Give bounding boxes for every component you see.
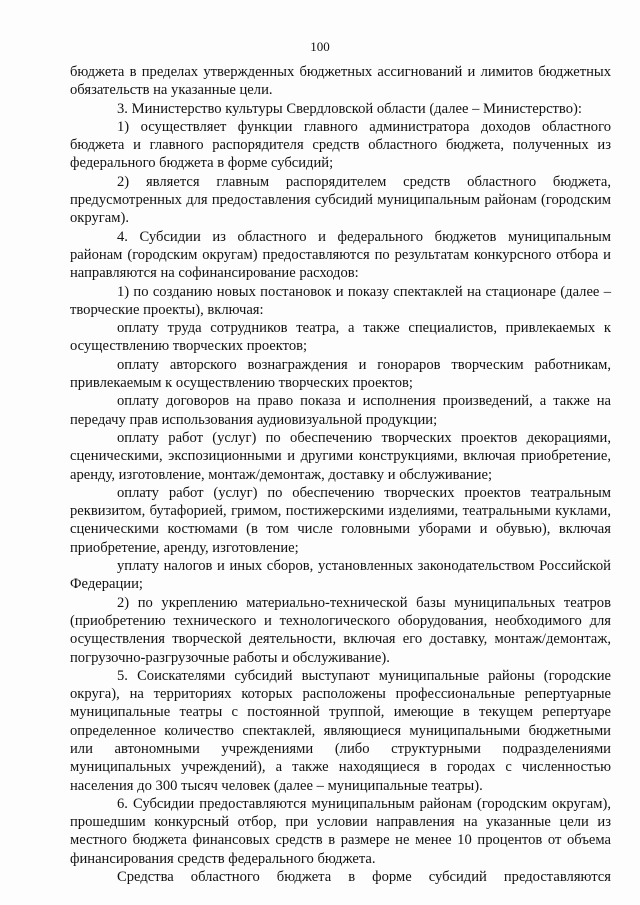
page-number: 100 bbox=[310, 39, 330, 54]
document-body bbox=[70, 63, 611, 886]
paragraph: 5. Соискателями субсидий выступают муниципальные районы (городские округа), на территориях которых расположены профессиональные репертуарные муниципальные театры с постоянной труппой, имеющие в текущем репертуаре определенное количество спектаклей, являющиеся муниципальными бюджетными или автономными учреждениями (либо структурными подразделениями муниципальных учреждений), а также находящиеся в городах с численностью населения до 300 тысяч человек (далее – муниципальные театры). bbox=[70, 667, 611, 794]
paragraph: Средства областного бюджета в форме субсидий предоставляются bbox=[117, 869, 611, 886]
paragraph: 1) осуществляет функции главного администратора доходов областного бюджета и главного распорядителя средств областного бюджета, полученных из федерального бюджета в форме субсидий; bbox=[70, 118, 611, 172]
paragraph: 2) по укреплению материально-технической базы муниципальных театров (приобретению технического и технологического оборудования, необходимого для осуществления творческой деятельности, включая его доставку, монтаж/демонтаж, погрузочно-разгрузочные работы и обслуживание). bbox=[70, 594, 611, 666]
paragraph: оплату работ (услуг) по обеспечению творческих проектов декорациями, сценическими, экспозиционными и другими конструкциями, включая приобретение, аренду, изготовление, монтаж/демонтаж, доставку и обслуживание; bbox=[70, 429, 611, 483]
paragraph: оплату договоров на право показа и исполнения произведений, а также на передачу прав использования аудиовизуальной продукции; bbox=[70, 393, 611, 428]
paragraph: бюджета в пределах утвержденных бюджетных ассигнований и лимитов бюджетных обязательств на указанные цели. bbox=[70, 64, 611, 99]
paragraph: 4. Субсидии из областного и федерального бюджетов муниципальным районам (городским округам) предоставляются по результатам конкурсного отбора и направляются на софинансирование расходов: bbox=[70, 228, 611, 282]
paragraph: 3. Министерство культуры Свердловской области (далее – Министерство): bbox=[117, 100, 582, 117]
paragraph: 6. Субсидии предоставляются муниципальным районам (городским округам), прошедшим конкурсный отбор, при условии направления на указанные цели из местного бюджета финансовых средств в размере не менее 10 процентов от объема финансирования средств федерального бюджета. bbox=[70, 795, 611, 867]
paragraph: оплату работ (услуг) по обеспечению творческих проектов театральным реквизитом, бутафорией, гримом, постижерскими изделиями, театральными куклами, сценическими костюмами (в том числе головными уборами и обувью), включая приобретение, аренду, изготовление; bbox=[70, 484, 611, 556]
paragraph: оплату труда сотрудников театра, а также специалистов, привлекаемых к осуществлению творческих проектов; bbox=[70, 320, 611, 355]
paragraph: уплату налогов и иных сборов, установленных законодательством Российской Федерации; bbox=[70, 558, 611, 593]
paragraph: оплату авторского вознаграждения и гонораров творческим работникам, привлекаемым к осуществлению творческих проектов; bbox=[70, 356, 611, 392]
paragraph: 2) является главным распорядителем средств областного бюджета, предусмотренных для предоставления субсидий муниципальным районам (городским округам). bbox=[70, 173, 611, 227]
paragraph: 1) по созданию новых постановок и показу спектаклей на стационаре (далее – творческие проекты), включая: bbox=[70, 283, 611, 318]
